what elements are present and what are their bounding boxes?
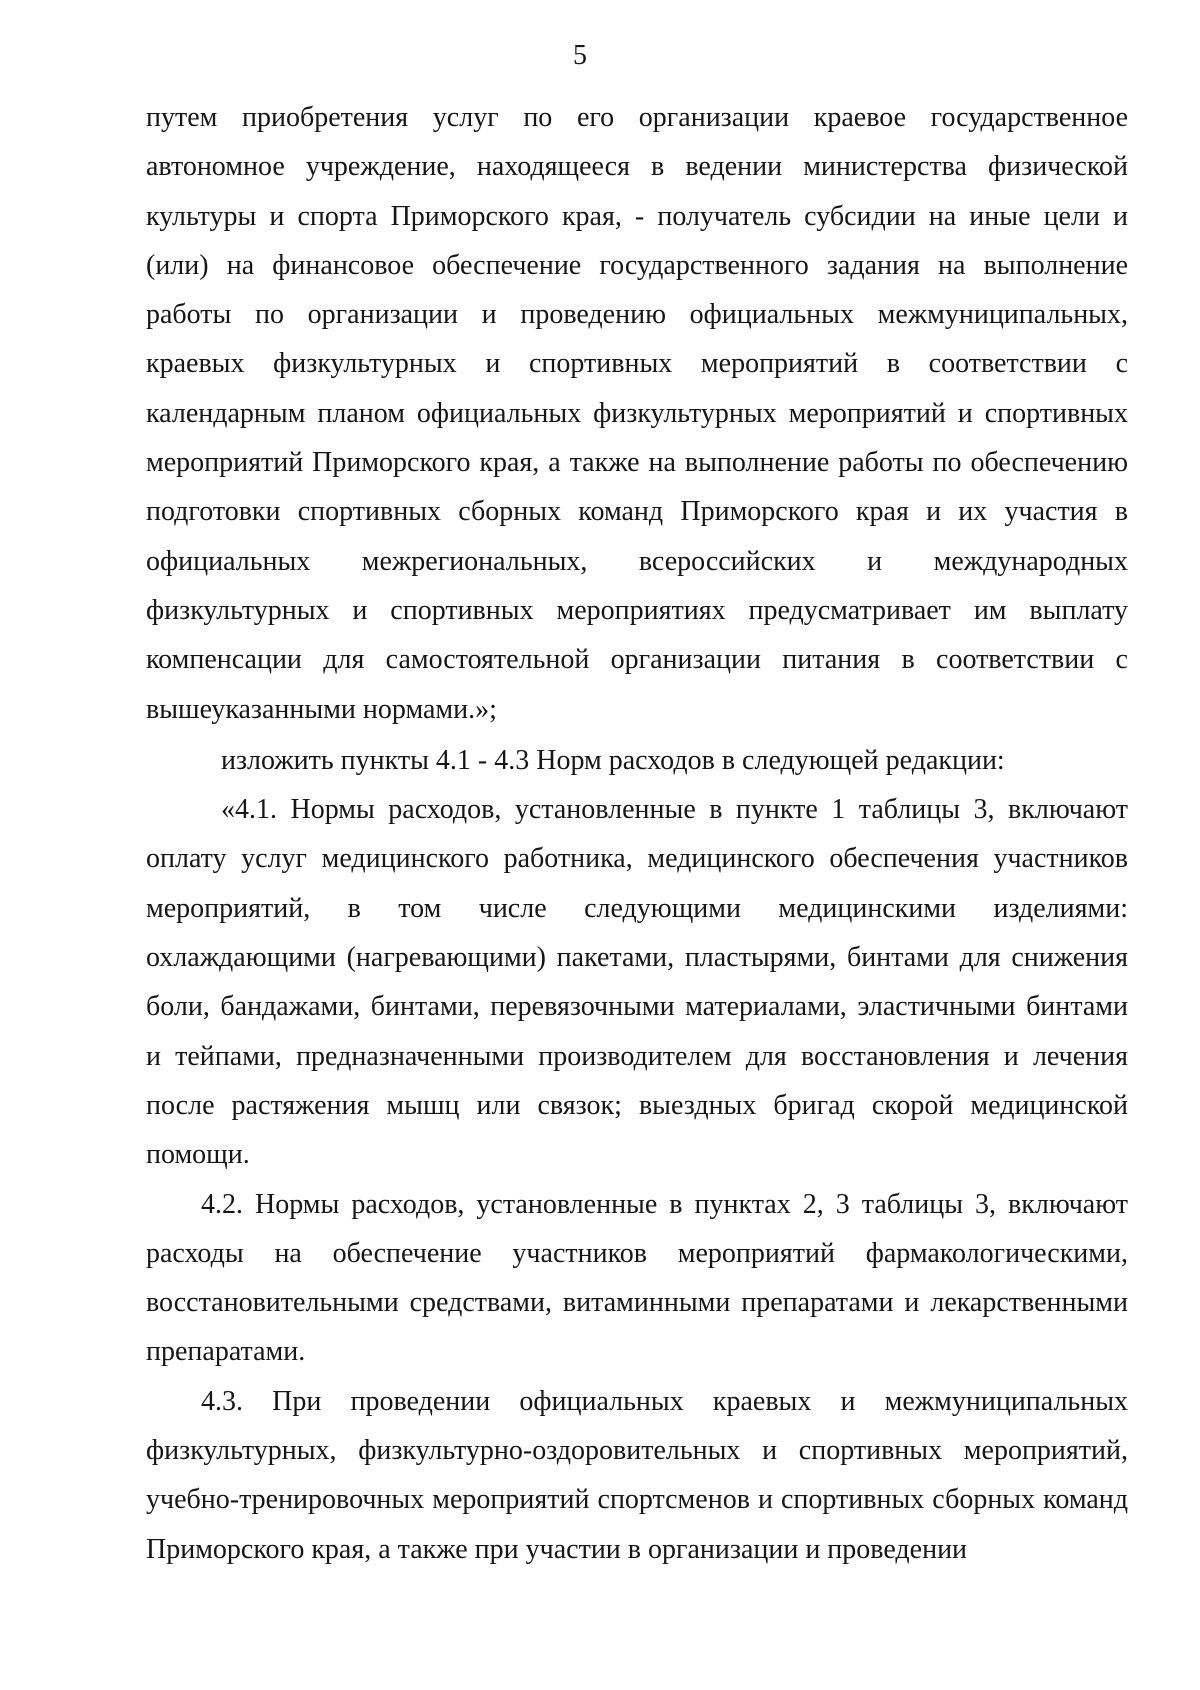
- paragraph-continuation: путем приобретения услуг по его организации краевое государственное автономное учреждение, находящееся в ведении министерства физической культуры и спорта Приморского края, - получатель субсидии на иные цели и (или) на финансовое обеспечение государственного задания на выполнение работы по организации и проведению официальных межмуниципальных, краевых физкультурных и спортивных мероприятий в соответствии с календарным планом официальных физкультурных мероприятий и спортивных мероприятий Приморского края, а также на выполнение работы по обеспечению подготовки спортивных сборных команд Приморского края и их участия в официальных межрегиональных, всероссийских и международных физкультурных и спортивных мероприятиях предусматривает им выплату компенсации для самостоятельной организации питания в соответствии с вышеуказанными нормами.»;: [146, 102, 1128, 725]
- page-number: 5: [573, 40, 587, 71]
- document-body: [146, 93, 1128, 1574]
- paragraph-clause-4-3: 4.3. При проведении официальных краевых и межмуниципальных физкультурных, физкультурно-оздоровительных и спортивных мероприятий, учебно-тренировочных мероприятий спортсменов и спортивных сборных команд Приморского края, а также при участии в организации и проведении: [146, 1385, 1128, 1565]
- paragraph-clause-4-2: 4.2. Нормы расходов, установленные в пунктах 2, 3 таблицы 3, включают расходы на обеспечение участников мероприятий фармакологическими, восстановительными средствами, витаминными препаратами и лекарственными препаратами.: [146, 1188, 1128, 1368]
- paragraph-clause-4-1: «4.1. Нормы расходов, установленные в пункте 1 таблицы 3, включают оплату услуг медицинского работника, медицинского обеспечения участников мероприятий, в том числе следующими медицинскими изделиями: охлаждающими (нагревающими) пакетами, пластырями, бинтами для снижения боли, бандажами, бинтами, перевязочными материалами, эластичными бинтами и тейпами, предназначенными производителем для восстановления и лечения после растяжения мышц или связок; выездных бригад скорой медицинской помощи.: [146, 794, 1128, 1171]
- paragraph-amendment-instruction: изложить пункты 4.1 - 4.3 Норм расходов в следующей редакции:: [221, 744, 1005, 776]
